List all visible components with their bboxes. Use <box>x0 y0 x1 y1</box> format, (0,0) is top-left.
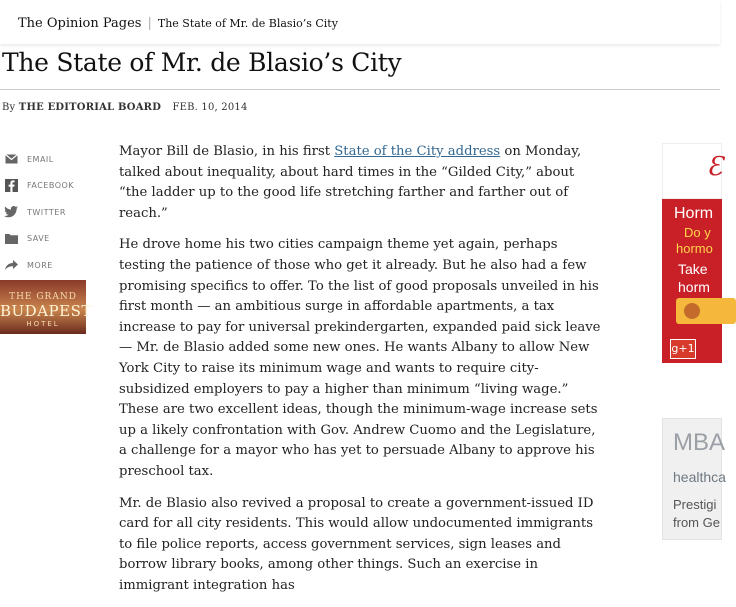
ad-line-2: BUDAPEST <box>0 302 92 320</box>
google-plus-button[interactable]: g+1 <box>670 339 696 359</box>
state-of-city-link[interactable]: State of the City address <box>334 144 501 159</box>
ad-text-line-1: Prestigi <box>673 497 717 512</box>
save-label: SAVE <box>27 234 50 244</box>
ad-question-line-2: hormo <box>676 241 713 256</box>
share-facebook-button[interactable] <box>4 173 84 200</box>
article-paragraph <box>119 142 601 224</box>
ad-question-line-1: Do y <box>684 225 711 240</box>
ad-avatar-icon <box>684 303 700 319</box>
facebook-icon <box>4 179 18 193</box>
share-more-button[interactable] <box>4 252 84 279</box>
article-body <box>119 142 601 607</box>
paragraph-text: Mayor Bill de Blasio, in his first <box>119 144 335 159</box>
ad-headline: Horm <box>674 205 714 222</box>
twitter-icon <box>4 205 18 219</box>
byline-author[interactable]: THE EDITORIAL BOARD <box>18 102 162 113</box>
byline-prefix: By <box>2 102 16 113</box>
sidebar-ad-mba[interactable] <box>662 418 726 540</box>
divider <box>0 89 720 90</box>
ad-line-3: HOTEL <box>26 320 60 328</box>
share-twitter-button[interactable] <box>4 199 84 226</box>
ad-text-line-2: from Ge <box>673 515 720 530</box>
movie-ad-thumbnail[interactable] <box>0 280 92 334</box>
share-icon <box>4 258 18 272</box>
breadcrumb-separator: | <box>147 16 152 31</box>
ad-cta-line-2: horm <box>678 279 710 295</box>
share-facebook-label: FACEBOOK <box>27 181 75 191</box>
article-paragraph: He drove home his two cities campaign theme yet again, perhaps testing the patience of those who get it already. But he also had a few promising specifics to offer. To the list of good proposals unveiled in his first month — an ambitious surge in affordable apartments, a tax increase to pay for universal prekindergarten, expanded paid sick leave — Mr. de Blasio added some new ones. He wants Albany to allow New York City to raise its minimum wage and wants to require city-subsidized employers to pay a higher than minimum “living wage.” These are two excellent ideas, though the minimum-wage increase sets up a likely confrontation with Gov. Andrew Cuomo and the Legislature, a challenge for a mayor who has yet to persuade Albany to approve his preschool tax. <box>119 237 601 479</box>
share-tools <box>4 146 84 279</box>
save-icon <box>4 232 18 246</box>
article-paragraph: Mr. de Blasio also revived a proposal to create a government-issued ID card for all city residents. This would allow undocumented immigrants to file police reports, access government services, sign leases and borrow library books, among other things. Such an exercise in immigrant integration has <box>119 495 594 593</box>
breadcrumb-article: The State of Mr. de Blasio’s City <box>157 17 338 30</box>
byline-date: FEB. 10, 2014 <box>172 102 248 113</box>
ad-subtitle: healthca <box>673 469 726 485</box>
sidebar-ad-hormone[interactable] <box>662 143 722 363</box>
ad-logo-area <box>662 143 722 199</box>
share-twitter-label: TWITTER <box>27 207 66 217</box>
ad-logo-icon: Ɛ <box>707 152 724 182</box>
save-button[interactable] <box>4 226 84 253</box>
share-email-button[interactable] <box>4 146 84 173</box>
section-link[interactable]: The Opinion Pages <box>18 16 142 31</box>
byline <box>2 102 248 113</box>
email-icon <box>4 152 18 166</box>
top-nav-bar <box>0 0 720 44</box>
article-headline: The State of Mr. de Blasio’s City <box>2 48 402 77</box>
share-email-label: EMAIL <box>27 154 54 164</box>
ad-cta-line-1: Take <box>678 261 708 277</box>
ad-title: MBA <box>673 429 726 456</box>
share-more-label: MORE <box>27 260 53 270</box>
ad-line-1: THE GRAND <box>9 292 77 302</box>
breadcrumb <box>18 16 338 31</box>
paragraph-text: on Monday, talked about inequality, about hard times in the “Gilded City,” about “the ladder up to the good life stretching farther and farther out of reach.” <box>119 144 582 221</box>
